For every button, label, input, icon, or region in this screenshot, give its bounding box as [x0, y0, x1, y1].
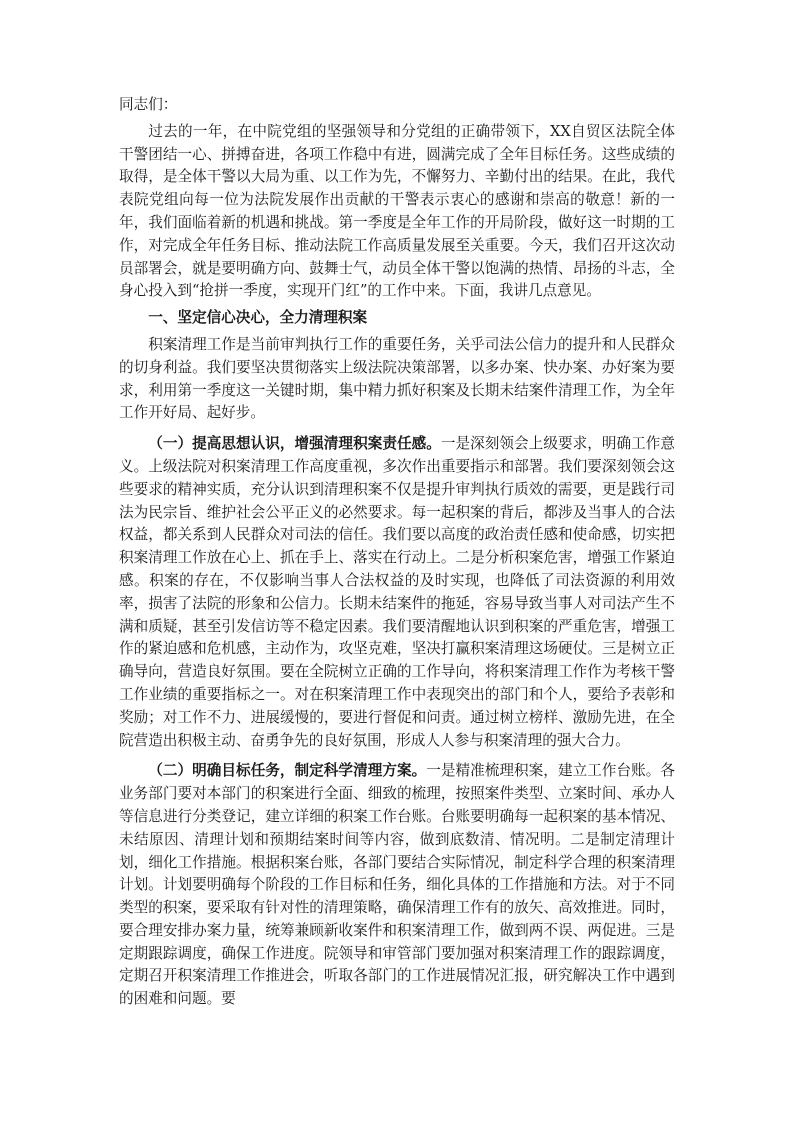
- subsection1-paragraph: [119, 433, 675, 752]
- section1-intro-paragraph: 积案清理工作是当前审判执行工作的重要任务，关乎司法公信力的提升和人民群众的切身利益。我们要坚决贯彻落实上级法院决策部署，以多办案、快办案、办好案为要求，利用第一季度这一关键时期，集中精力抓好积案及长期未结案件清理工作，为全年工作开好局、起好步。: [119, 335, 675, 422]
- subsection1-title: （一）提高思想认识，增强清理积案责任感。: [148, 435, 441, 453]
- intro-paragraph: 过去的一年，在中院党组的坚强领导和分党组的正确带领下，XX自贸区法院全体干警团结一心、拼搏奋进，各项工作稳中有进，圆满完成了全年目标任务。这些成绩的取得，是全体干警以大局为重、以工作为先，不懈努力、辛勤付出的结果。在此，我代表院党组向每一位为法院发展作出贡献的干警表示衷心的感谢和崇高的敬意！新的一年，我们面临着新的机遇和挑战。第一季度是全年工作的开局阶段，做好这一时期的工作，对完成全年任务目标、推动法院工作高质量发展至关重要。今天，我们召开这次动员部署会，就是要明确方向、鼓舞士气，动员全体干警以饱满的热情、昂扬的斗志，全身心投入到“抢拼一季度，实现开门红”的工作中来。下面，我讲几点意见。: [119, 122, 675, 300]
- subsection2-title: （二）明确目标任务，制定科学清理方案。: [148, 762, 427, 780]
- section1-heading: 一、坚定信心决心，全力清理积案: [148, 309, 368, 327]
- greeting: 同志们：: [119, 96, 178, 113]
- document-page: [119, 94, 675, 1011]
- subsection2-paragraph: [119, 760, 675, 1011]
- subsection2-body: 一是精准梳理积案，建立工作台账。各业务部门要对本部门的积案进行全面、细致的梳理，按照案件类型、立案时间、承办人等信息进行分类登记，建立详细的积案工作台账。台账要明确每一起积案的基本情况、未结原因、清理计划和预期结案时间等内容，做到底数清、情况明。二是制定清理计划，细化工作措施。根据积案台账，各部门要结合实际情况，制定科学合理的积案清理计划。计划要明确每个阶段的工作目标和任务，细化具体的工作措施和方法。对于不同类型的积案，要采取有针对性的清理策略，确保清理工作有的放矢、高效推进。同时，要合理安排办案力量，统筹兼顾新收案件和积案清理工作，做到两不误、两促进。三是定期跟踪调度，确保工作进度。院领导和审管部门要加强对积案清理工作的跟踪调度，定期召开积案清理工作推进会，听取各部门的工作进展情况汇报，研究解决工作中遇到的困难和问题。要: [119, 762, 675, 1008]
- subsection1-body: 一是深刻领会上级要求，明确工作意义。上级法院对积案清理工作高度重视，多次作出重要指示和部署。我们要深刻领会这些要求的精神实质，充分认识到清理积案不仅是提升审判执行质效的需要，更是践行司法为民宗旨、维护社会公平正义的必然要求。每一起积案的背后，都涉及当事人的合法权益，都关系到人民群众对司法的信任。我们要以高度的政治责任感和使命感，切实把积案清理工作放在心上、抓在手上、落实在行动上。二是分析积案危害，增强工作紧迫感。积案的存在，不仅影响当事人合法权益的及时实现，也降低了司法资源的利用效率，损害了法院的形象和公信力。长期未结案件的拖延，容易导致当事人对司法产生不满和质疑，甚至引发信访等不稳定因素。我们要清醒地认识到积案的严重危害，增强工作的紧迫感和危机感，主动作为，攻坚克难，坚决打赢积案清理这场硬仗。三是树立正确导向，营造良好氛围。要在全院树立正确的工作导向，将积案清理工作作为考核干警工作业绩的重要指标之一。对在积案清理工作中表现突出的部门和个人，要给予表彰和奖励；对工作不力、进展缓慢的，要进行督促和问责。通过树立榜样、激励先进，在全院营造出积极主动、奋勇争先的良好氛围，形成人人参与积案清理的强大合力。: [119, 435, 675, 749]
